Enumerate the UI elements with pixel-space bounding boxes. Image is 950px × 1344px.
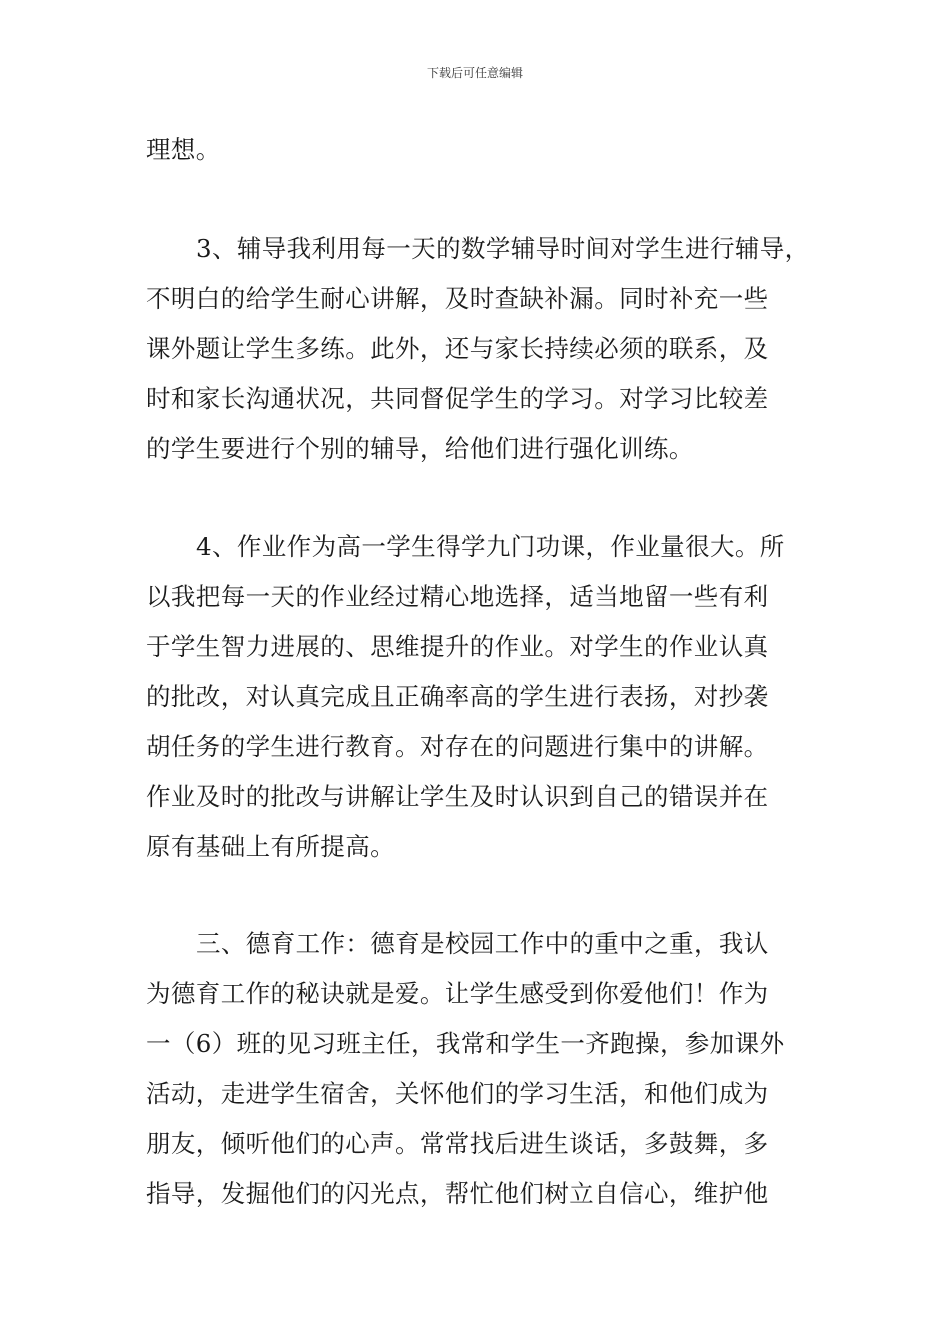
text-line: 课外题让学生多练。此外，还与家长持续必须的联系，及	[146, 334, 769, 363]
text-line: 一（6）班的见习班主任，我常和学生一齐跑操，参加课外	[146, 1029, 785, 1058]
text-line: 指导，发掘他们的闪光点，帮忙他们树立自信心，维护他	[146, 1179, 769, 1208]
text-line: 三、德育工作：德育是校园工作中的重中之重，我认	[196, 929, 769, 958]
text-line: 的学生要进行个别的辅导，给他们进行强化训练。	[146, 434, 694, 463]
text-line: 的批改，对认真完成且正确率高的学生进行表扬，对抄袭	[146, 682, 769, 711]
text-line: 时和家长沟通状况，共同督促学生的学习。对学习比较差	[146, 384, 769, 413]
text-line: 为德育工作的秘诀就是爱。让学生感受到你爱他们！作为	[146, 979, 769, 1008]
text-line: 以我把每一天的作业经过精心地选择，适当地留一些有利	[146, 582, 769, 611]
text-line: 4、作业作为高一学生得学九门功课，作业量很大。所	[196, 532, 785, 561]
paragraph-continuation	[146, 125, 814, 175]
text-line: 作业及时的批改与讲解让学生及时认识到自己的错误并在	[146, 782, 769, 811]
text-line: 原有基础上有所提高。	[146, 832, 395, 861]
text-line: 理想。	[146, 135, 221, 164]
text-line: 于学生智力进展的、思维提升的作业。对学生的作业认真	[146, 632, 769, 661]
page-header: 下载后可任意编辑	[426, 66, 523, 80]
text-line: 3、辅导我利用每一天的数学辅导时间对学生进行辅导，	[196, 234, 810, 263]
paragraph-tutoring	[146, 224, 814, 474]
text-line: 不明白的给学生耐心讲解，及时查缺补漏。同时补充一些	[146, 284, 769, 313]
text-line: 活动，走进学生宿舍，关怀他们的学习生活，和他们成为	[146, 1079, 769, 1108]
text-line: 朋友，倾听他们的心声。常常找后进生谈话，多鼓舞，多	[146, 1129, 769, 1158]
paragraph-homework	[146, 522, 814, 872]
text-line: 胡任务的学生进行教育。对存在的问题进行集中的讲解。	[146, 732, 769, 761]
paragraph-moral-education	[146, 919, 814, 1219]
